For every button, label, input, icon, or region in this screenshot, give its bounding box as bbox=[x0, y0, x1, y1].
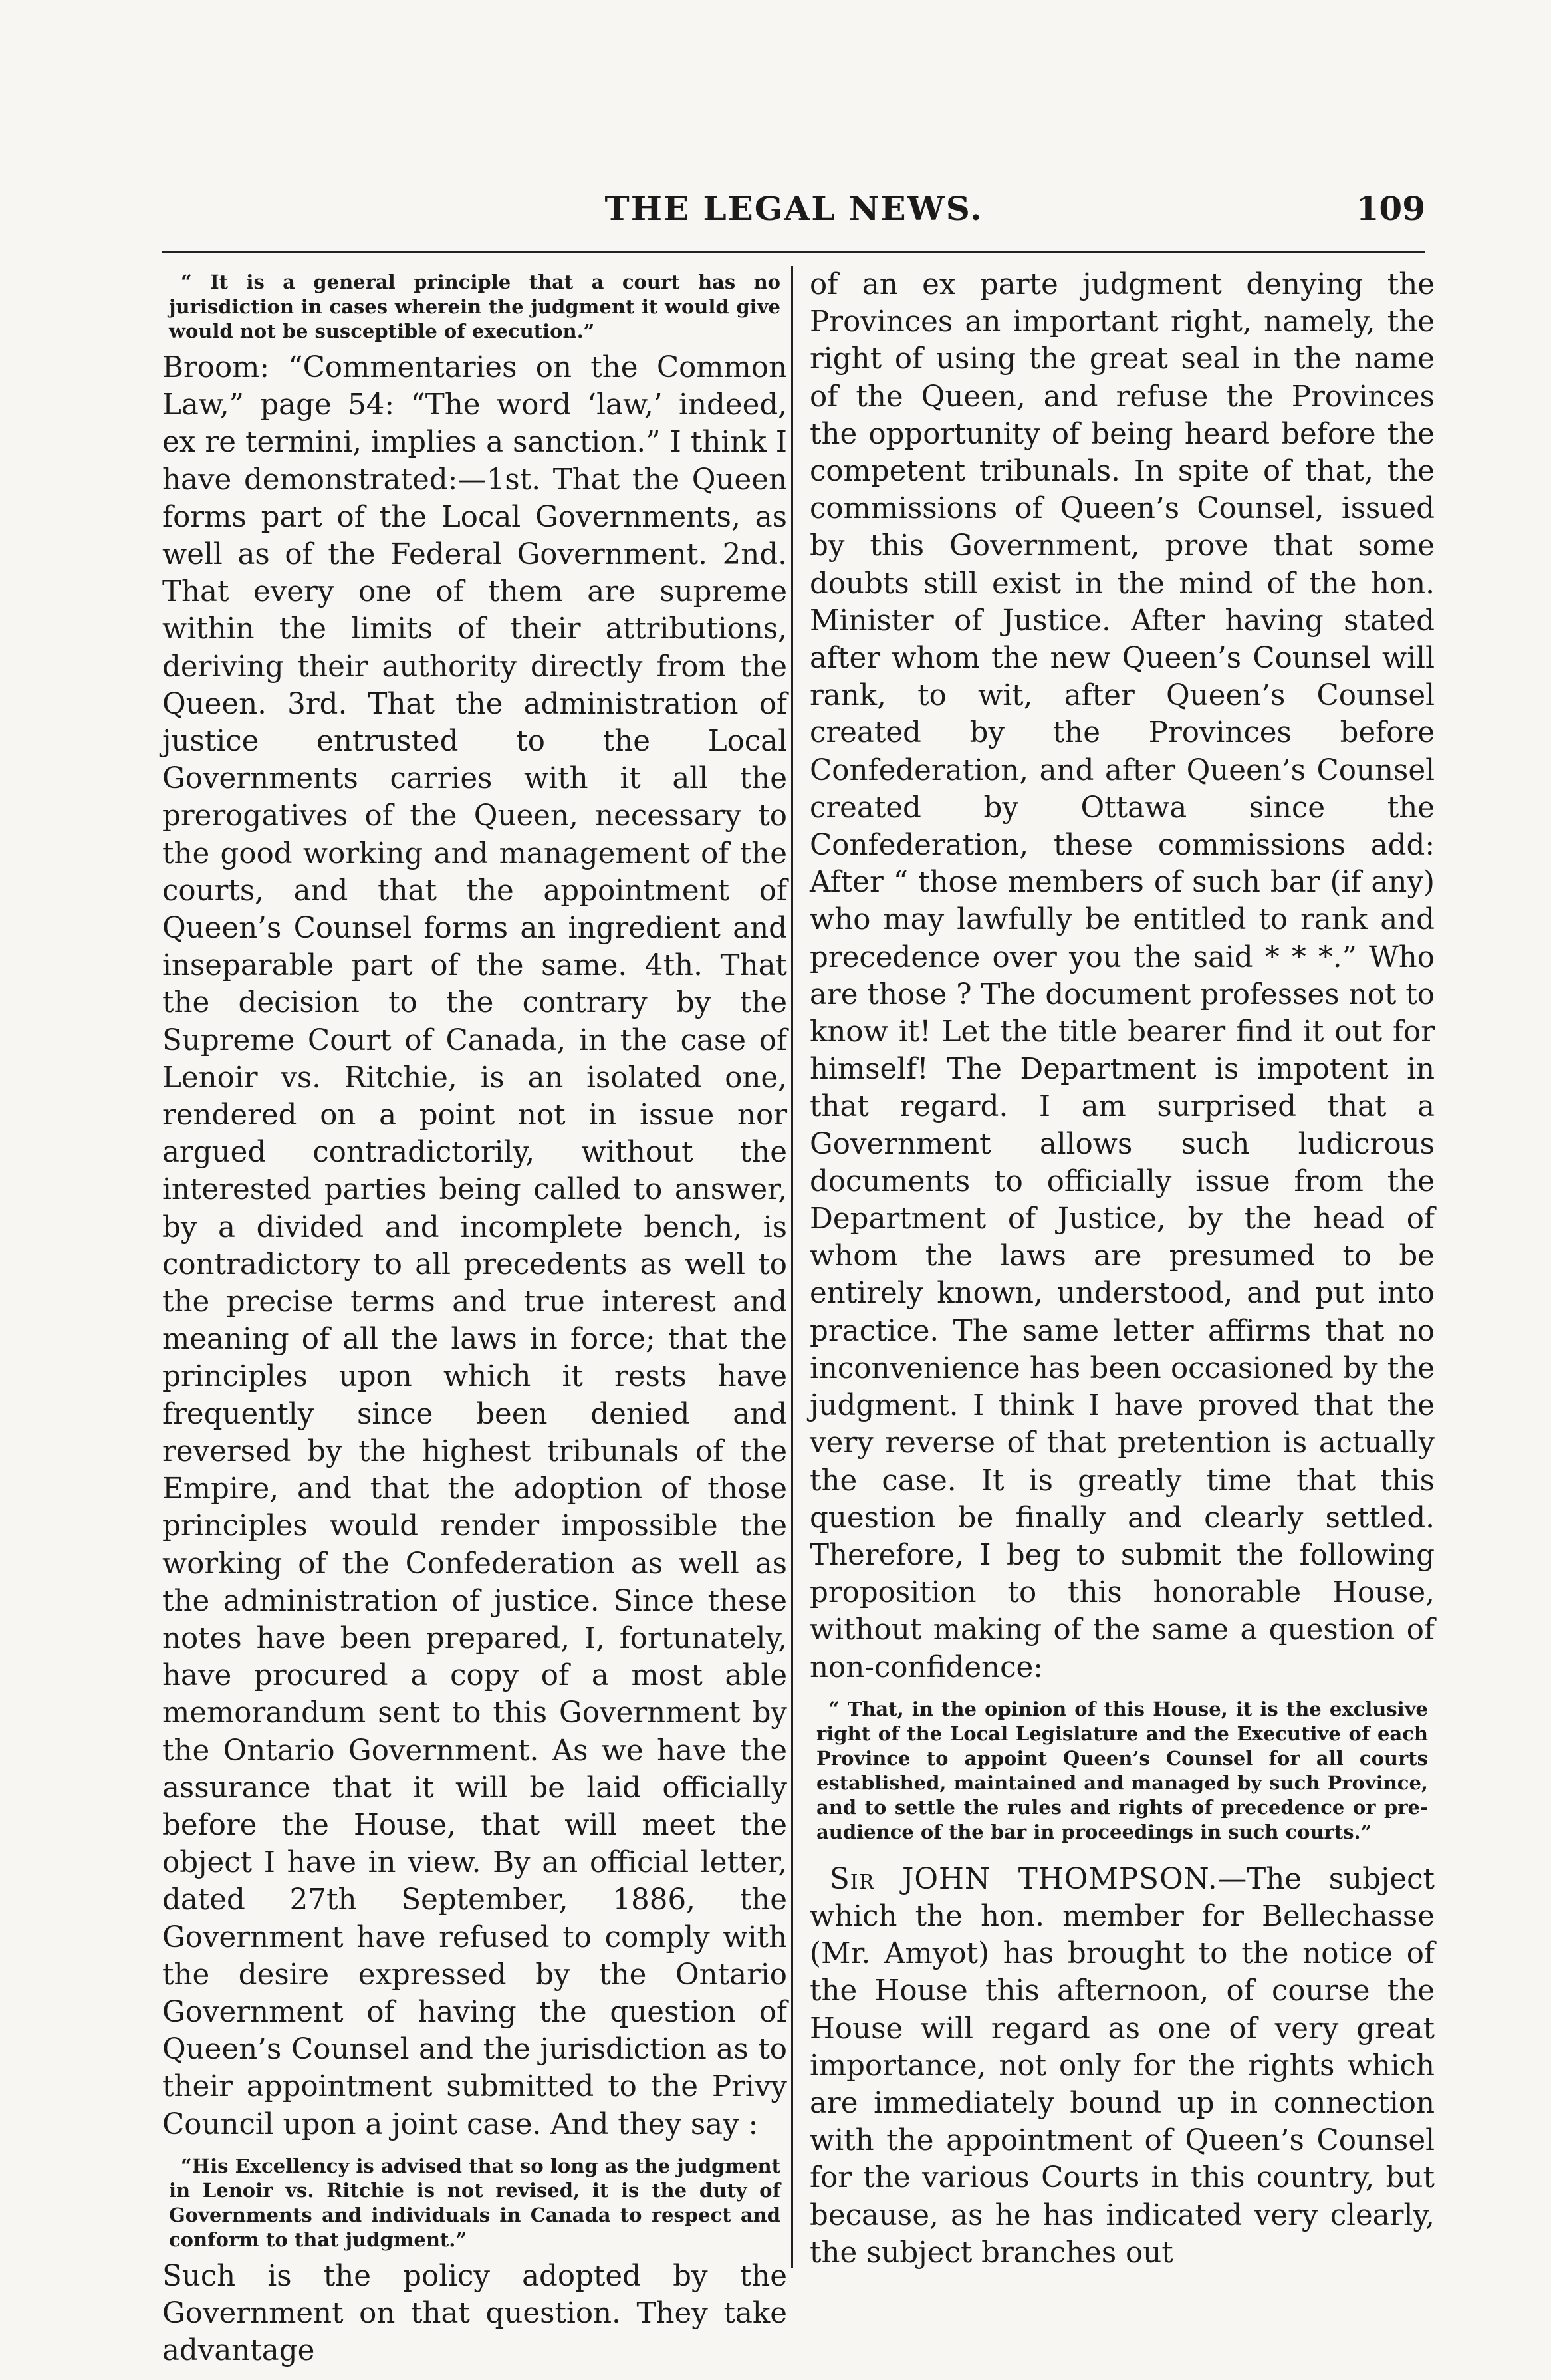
right-column bbox=[810, 266, 1435, 2272]
left-column bbox=[162, 266, 787, 2369]
journal-title: THE LEGAL NEWS. bbox=[604, 189, 983, 228]
left-paragraph-main: Broom: “Commentaries on the Common Law,” page 54: “The word ‘law,’ indeed, ex re termini, implies a sanction.” I think I have demonstrated:—1st. That the Queen forms part of the Local Governments, as well as of the Federal Government. 2nd. That every one of them are supreme within the limits of their attributions, deriving their authority directly from the Queen. 3rd. That the administration of justice entrusted to the Local Governments carries with it all the prerogatives of the Queen, necessary to the good working and management of the courts, and that the appointment of Queen’s Counsel forms an ingredient and inseparable part of the same. 4th. That the decision to the contrary by the Supreme Court of Canada, in the case of Lenoir vs. Ritchie, is an isolated one, rendered on a point not in issue nor argued contradictorily, without the interested parties being called to answer, by a divided and incomplete bench, is contradictory to all precedents as well to the precise terms and true interest and meaning of all the laws in force; that the principles upon which it rests have frequently since been denied and reversed by the highest tribunals of the Empire, and that the adoption of those principles would render impossible the working of the Confederation as well as the administration of justice. Since these notes have been prepared, I, fortunately, have procured a copy of a most able memorandum sent to this Government by the Ontario Government. As we have the assurance that it will be laid officially before the House, that will meet the object I have in view. By an official letter, dated 27th September, 1886, the Government have refused to comply with the desire expressed by the Ontario Government of having the question of Queen’s Counsel and the jurisdiction as to their appointment submitted to the Privy Council upon a joint case. And they say : bbox=[162, 351, 787, 2141]
page-number: 109 bbox=[1356, 189, 1425, 228]
spacer bbox=[162, 2143, 787, 2154]
speaker-name: Sir JOHN THOMPSON. bbox=[830, 1862, 1218, 1896]
right-paragraph-main: of an ex parte judgment denying the Provinces an important right, namely, the right of using the great seal in the name of the Queen, and refuse the Provinces the opportunity of being heard before the competent tribunals. In spite of that, the commissions of Queen’s Counsel, issued by this Government, prove that some doubts still exist in the mind of the hon. Minister of Justice. After having stated after whom the new Queen’s Counsel will rank, to wit, after Queen’s Counsel created by the Provinces before Confederation, and after Queen’s Counsel created by Ottawa since the Confederation, these commissions add: After “ those members of such bar (if any) who may lawfully be entitled to rank and precedence over you the said * * *.” Who are those ? The document professes not to know it! Let the title bearer find it out for himself! The Department is impotent in that regard. I am surprised that a Government allows such ludicrous documents to officially issue from the Department of Justice, by the head of whom the laws are presumed to be entirely known, understood, and put into practice. The same letter affirms that no inconvenience has been occasioned by the judgment. I think I have proved that the very reverse of that pretention is actually the case. It is greatly time that this question be finally and clearly settled. Therefore, I beg to submit the following proposition to this honorable House, without making of the same a question of non-confidence: bbox=[810, 268, 1435, 1684]
spacer bbox=[810, 1686, 1435, 1697]
quotation-general-principle: “ It is a general principle that a court has no jurisdiction in cases wherein the judgment it would give would not be susceptible of execution.” bbox=[169, 271, 780, 342]
quotation-resolution: “ That, in the opinion of this House, it is the exclusive right of the Local Legislature and the Executive of each Province to appoint Queen’s Counsel for all courts established, maintained and managed by such Province, and to settle the rules and rights of precedence or pre-audience of the bar in proceedings in such courts.” bbox=[816, 1697, 1428, 1843]
column-divider bbox=[791, 266, 793, 2268]
left-paragraph-closing: Such is the policy adopted by the Government on that question. They take advantage bbox=[162, 2259, 787, 2368]
right-paragraph-thompson bbox=[810, 1861, 1435, 2272]
spacer bbox=[810, 1850, 1435, 1861]
thompson-speech: —The subject which the hon. member for Bellechasse (Mr. Amyot) has brought to the notice of the House this afternoon, of course the House will regard as one of very great importance, not only for the rights which are immediately bound up in connection with the appointment of Queen’s Counsel for the various Courts in this country, but because, as he has indicated very clearly, the subject branches out bbox=[810, 1862, 1435, 2270]
page-header bbox=[162, 189, 1425, 242]
header-rule bbox=[162, 251, 1425, 253]
quotation-his-excellency: “His Excellency is advised that so long as the judgment in Lenoir vs. Ritchie is not revised, it is the duty of Governments and individuals in Canada to respect and conform to that judgment.” bbox=[169, 2154, 780, 2251]
